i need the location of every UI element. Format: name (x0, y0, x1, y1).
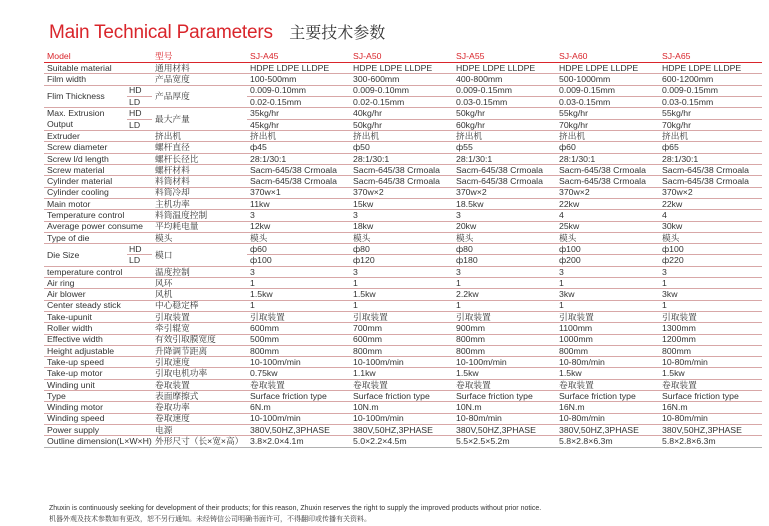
table-cell: Surface friction type (556, 391, 659, 402)
table-cell: 引取装置 (350, 311, 453, 322)
row-label-cn: 模头 (152, 232, 247, 243)
table-cell: 10-100m/min (453, 357, 556, 368)
table-cell: 12kw (247, 221, 350, 232)
row-label-cn: 通用材料 (152, 63, 247, 74)
table-cell: 40kg/hr (350, 108, 453, 120)
table-cell: 3 (556, 266, 659, 277)
table-cell: 370w×2 (350, 187, 453, 198)
table-row (44, 74, 762, 85)
table-cell: 引取装置 (659, 311, 762, 322)
row-label: Height adjustable (44, 345, 152, 356)
table-cell: 挤出机 (350, 131, 453, 142)
table-cell: 800mm (556, 345, 659, 356)
table-row (44, 345, 762, 356)
row-label: Power supply (44, 424, 152, 435)
table-cell: 10-80m/min (659, 413, 762, 424)
table-cell: Sacm-645/38 Crmoala (350, 176, 453, 187)
row-label-cn: 表面摩擦式 (152, 391, 247, 402)
row-label-cn: 产品宽度 (152, 74, 247, 85)
table-cell: 28:1/30:1 (659, 153, 762, 164)
table-cell: 10-100m/min (350, 357, 453, 368)
row-label-cn: 卷取功率 (152, 402, 247, 413)
table-cell: 6N.m (247, 402, 350, 413)
table-cell: 卷取装置 (453, 379, 556, 390)
row-label: Temperature control (44, 210, 152, 221)
table-cell: 卷取装置 (350, 379, 453, 390)
table-row (44, 244, 762, 255)
header-model-cn: 型号 (152, 51, 247, 63)
table-cell: 0.03-0.15mm (659, 96, 762, 107)
table-cell: 18kw (350, 221, 453, 232)
table-cell: 1.5kw (247, 289, 350, 300)
header-model-name: SJ-A45 (247, 51, 350, 63)
row-label: Suitable material (44, 63, 152, 74)
table-cell: HDPE LDPE LLDPE (350, 63, 453, 74)
table-cell: Sacm-645/38 Crmoala (247, 176, 350, 187)
table-cell: 5.8×2.8×6.3m (556, 436, 659, 447)
table-cell: 1000mm (556, 334, 659, 345)
row-label-cn: 引取速度 (152, 357, 247, 368)
table-row (44, 198, 762, 209)
row-sublabel: LD (127, 96, 152, 107)
table-cell: 1 (453, 300, 556, 311)
header-model-label: Model (44, 51, 152, 63)
table-cell: Surface friction type (659, 391, 762, 402)
row-label-cn: 风机 (152, 289, 247, 300)
table-cell: 16N.m (659, 402, 762, 413)
table-cell: 370w×2 (453, 187, 556, 198)
row-label-cn: 引取电机功率 (152, 368, 247, 379)
row-label-cn: 风环 (152, 278, 247, 289)
table-cell: Sacm-645/38 Crmoala (453, 176, 556, 187)
row-label: Cylinder cooling (44, 187, 152, 198)
table-cell: ф65 (659, 142, 762, 153)
table-cell: HDPE LDPE LLDPE (247, 63, 350, 74)
table-cell: 1 (556, 300, 659, 311)
table-row (44, 96, 762, 107)
table-row (44, 424, 762, 435)
row-label: Winding speed (44, 413, 152, 424)
table-row (44, 311, 762, 322)
row-label: Air ring (44, 278, 152, 289)
table-cell: 0.009-0.15mm (453, 85, 556, 96)
table-cell: 28:1/30:1 (350, 153, 453, 164)
table-cell: 600-1200mm (659, 74, 762, 85)
table-cell: 1 (659, 300, 762, 311)
table-cell: 0.02-0.15mm (247, 96, 350, 107)
table-cell: 28:1/30:1 (556, 153, 659, 164)
table-row (44, 142, 762, 153)
row-label-cn: 外形尺寸（长×宽×高） (152, 436, 247, 447)
table-cell: 370w×1 (247, 187, 350, 198)
table-cell: 28:1/30:1 (453, 153, 556, 164)
table-cell: Sacm-645/38 Crmoala (556, 165, 659, 176)
table-cell: 卷取装置 (659, 379, 762, 390)
table-cell: 370w×2 (556, 187, 659, 198)
footnote-chinese: 机器外观及技术参数如有更改，恕不另行通知。未经铸信公司明确书面许可，不得翻印或传播有关资料。 (49, 516, 371, 523)
table-row (44, 379, 762, 390)
table-cell: 0.03-0.15mm (453, 96, 556, 107)
table-cell: 10-100m/min (247, 357, 350, 368)
table-cell: 3kw (659, 289, 762, 300)
table-cell: 4 (659, 210, 762, 221)
table-row (44, 368, 762, 379)
table-row (44, 63, 762, 74)
table-cell: 3 (453, 266, 556, 277)
table-cell: 1 (247, 278, 350, 289)
table-cell: 挤出机 (453, 131, 556, 142)
spec-table (44, 51, 762, 448)
table-cell: 1200mm (659, 334, 762, 345)
table-cell: 10-80m/min (556, 413, 659, 424)
table-cell: HDPE LDPE LLDPE (453, 63, 556, 74)
row-label: Main motor (44, 198, 152, 209)
table-cell: ф60 (247, 244, 350, 255)
table-cell: 10-80m/min (659, 357, 762, 368)
table-cell: 100-500mm (247, 74, 350, 85)
table-cell: Sacm-645/38 Crmoala (659, 176, 762, 187)
table-cell: 模头 (350, 232, 453, 243)
table-cell: 55kg/hr (659, 108, 762, 120)
table-cell: ф220 (659, 255, 762, 266)
table-cell: ф200 (556, 255, 659, 266)
table-cell: 0.009-0.15mm (659, 85, 762, 96)
table-cell: 10N.m (350, 402, 453, 413)
table-row (44, 153, 762, 164)
table-row (44, 266, 762, 277)
table-cell: 模头 (247, 232, 350, 243)
table-cell: 3 (350, 266, 453, 277)
table-cell: 15kw (350, 198, 453, 209)
table-row (44, 210, 762, 221)
footnote-english: Zhuxin is continuously seeking for development of their products; for this reason, Zhuxin reserves the right to supply the improved products without prior notice. (49, 505, 542, 512)
row-label-cn: 卷取速度 (152, 413, 247, 424)
table-cell: 380V,50HZ,3PHASE (556, 424, 659, 435)
table-cell: ф80 (453, 244, 556, 255)
table-row (44, 119, 762, 131)
table-cell: ф45 (247, 142, 350, 153)
table-cell: 70kg/hr (556, 119, 659, 131)
row-sublabel: HD (127, 244, 152, 255)
table-cell: 3 (659, 266, 762, 277)
table-cell: 45kg/hr (247, 119, 350, 131)
row-label-line: Max. Extrusion (47, 108, 105, 119)
table-cell: 35kg/hr (247, 108, 350, 120)
table-cell: ф100 (659, 244, 762, 255)
row-label-cn: 电源 (152, 424, 247, 435)
row-label-cn: 升降调节距离 (152, 345, 247, 356)
table-cell: 380V,50HZ,3PHASE (247, 424, 350, 435)
table-cell: 挤出机 (247, 131, 350, 142)
table-cell: 模头 (453, 232, 556, 243)
row-label-cn: 引取装置 (152, 311, 247, 322)
table-row (44, 165, 762, 176)
table-cell: 5.8×2.8×6.3m (659, 436, 762, 447)
table-row (44, 334, 762, 345)
table-cell: HDPE LDPE LLDPE (659, 63, 762, 74)
table-cell: 600mm (350, 334, 453, 345)
table-cell: Sacm-645/38 Crmoala (659, 165, 762, 176)
table-row (44, 232, 762, 243)
table-row (44, 176, 762, 187)
row-label-cn: 产品厚度 (152, 85, 247, 108)
table-cell: 3 (247, 266, 350, 277)
row-label: Cylinder material (44, 176, 152, 187)
table-cell: 50kg/hr (453, 108, 556, 120)
row-label-cn: 主机功率 (152, 198, 247, 209)
table-cell: 300-600mm (350, 74, 453, 85)
table-cell: ф100 (247, 255, 350, 266)
table-cell: 3.8×2.0×4.1m (247, 436, 350, 447)
table-cell: 1.5kw (659, 368, 762, 379)
row-label-cn: 螺杆长径比 (152, 153, 247, 164)
row-label: Air blower (44, 289, 152, 300)
table-row (44, 131, 762, 142)
table-cell: 22kw (556, 198, 659, 209)
row-label: Winding motor (44, 402, 152, 413)
row-label: Roller width (44, 323, 152, 334)
row-label-cn: 中心稳定棒 (152, 300, 247, 311)
row-label: Outline dimension(L×W×H) (44, 436, 152, 447)
table-cell: 2.2kw (453, 289, 556, 300)
table-cell: 卷取装置 (247, 379, 350, 390)
table-row (44, 357, 762, 368)
table-cell: 3 (247, 210, 350, 221)
row-label: Film width (44, 74, 152, 85)
row-sublabel: HD (127, 108, 152, 120)
table-cell: 引取装置 (453, 311, 556, 322)
table-cell: ф50 (350, 142, 453, 153)
table-cell: 22kw (659, 198, 762, 209)
table-cell: 挤出机 (659, 131, 762, 142)
table-cell: 0.009-0.10mm (247, 85, 350, 96)
table-cell: 70kg/hr (659, 119, 762, 131)
row-label-cn: 有效引取膜宽度 (152, 334, 247, 345)
row-label-cn: 料筒冷却 (152, 187, 247, 198)
table-cell: 10N.m (453, 402, 556, 413)
table-cell: 380V,50HZ,3PHASE (453, 424, 556, 435)
table-row (44, 300, 762, 311)
table-cell: ф60 (556, 142, 659, 153)
table-cell: 800mm (350, 345, 453, 356)
table-cell: 10-100m/min (350, 413, 453, 424)
table-cell: 28:1/30:1 (247, 153, 350, 164)
row-label-cn: 卷取装置 (152, 379, 247, 390)
table-cell: 900mm (453, 323, 556, 334)
table-cell: 0.009-0.10mm (350, 85, 453, 96)
table-cell: 20kw (453, 221, 556, 232)
row-label: Screw material (44, 165, 152, 176)
row-sublabel: LD (127, 255, 152, 266)
table-cell: 0.75kw (247, 368, 350, 379)
table-cell: 16N.m (556, 402, 659, 413)
table-cell: 10-100m/min (247, 413, 350, 424)
row-label-cn: 平均耗电量 (152, 221, 247, 232)
row-sublabel: LD (127, 119, 152, 131)
row-label: Winding unit (44, 379, 152, 390)
table-cell: 800mm (247, 345, 350, 356)
table-row (44, 187, 762, 198)
row-label-cn: 料筒温度控制 (152, 210, 247, 221)
table-cell: 3kw (556, 289, 659, 300)
table-cell: 380V,50HZ,3PHASE (659, 424, 762, 435)
table-cell: 50kg/hr (350, 119, 453, 131)
table-cell: 0.009-0.15mm (556, 85, 659, 96)
table-cell: 10-80m/min (556, 357, 659, 368)
table-row (44, 413, 762, 424)
table-cell: Sacm-645/38 Crmoala (453, 165, 556, 176)
table-cell: 400-800mm (453, 74, 556, 85)
table-cell: 模头 (659, 232, 762, 243)
table-cell: 5.0×2.2×4.5m (350, 436, 453, 447)
row-label: Type of die (44, 232, 152, 243)
row-label-cn: 料筒材料 (152, 176, 247, 187)
table-cell: 25kw (556, 221, 659, 232)
table-cell: 18.5kw (453, 198, 556, 209)
table-cell: 1300mm (659, 323, 762, 334)
row-label: Extruder (44, 131, 152, 142)
table-cell: 0.02-0.15mm (350, 96, 453, 107)
page-title (49, 20, 385, 46)
table-cell: 1 (247, 300, 350, 311)
table-cell: 1.5kw (556, 368, 659, 379)
row-label-cn: 挤出机 (152, 131, 247, 142)
row-label: Screw l/d length (44, 153, 152, 164)
table-cell: 11kw (247, 198, 350, 209)
table-cell: 1 (350, 278, 453, 289)
table-cell: 500-1000mm (556, 74, 659, 85)
table-row (44, 289, 762, 300)
row-label: Screw diameter (44, 142, 152, 153)
table-cell: 模头 (556, 232, 659, 243)
table-cell: 4 (556, 210, 659, 221)
table-cell: ф55 (453, 142, 556, 153)
table-cell: Surface friction type (453, 391, 556, 402)
table-cell: 1 (350, 300, 453, 311)
table-cell: 卷取装置 (556, 379, 659, 390)
table-cell: 1.1kw (350, 368, 453, 379)
row-label: temperature control (44, 266, 152, 277)
table-cell: 1.5kw (350, 289, 453, 300)
row-label-cn: 温度控制 (152, 266, 247, 277)
row-label: Average power consume (44, 221, 152, 232)
row-label: Flim Thickness (44, 85, 127, 108)
table-cell: ф100 (556, 244, 659, 255)
table-cell: 370w×2 (659, 187, 762, 198)
footnotes (49, 503, 541, 525)
table-cell: 挤出机 (556, 131, 659, 142)
table-row (44, 323, 762, 334)
row-sublabel: HD (127, 85, 152, 96)
row-label: Center steady stick (44, 300, 152, 311)
table-cell: Surface friction type (350, 391, 453, 402)
table-row (44, 436, 762, 447)
row-label: Take-up motor (44, 368, 152, 379)
table-cell: 55kg/hr (556, 108, 659, 120)
row-label-cn: 螺杆直径 (152, 142, 247, 153)
header-model-name: SJ-A60 (556, 51, 659, 63)
row-label-cn: 最大产量 (152, 108, 247, 131)
row-label-cn: 螺杆材料 (152, 165, 247, 176)
table-cell: Sacm-645/38 Crmoala (350, 165, 453, 176)
table-cell: ф180 (453, 255, 556, 266)
table-row (44, 85, 762, 96)
table-cell: Surface friction type (247, 391, 350, 402)
table-cell: ф120 (350, 255, 453, 266)
table-cell: 800mm (453, 334, 556, 345)
table-cell: 1100mm (556, 323, 659, 334)
header-model-name: SJ-A65 (659, 51, 762, 63)
row-label-cn: 模口 (152, 244, 247, 267)
table-cell: 3 (350, 210, 453, 221)
table-cell: 500mm (247, 334, 350, 345)
table-cell: 1 (453, 278, 556, 289)
table-cell: 380V,50HZ,3PHASE (350, 424, 453, 435)
header-model-name: SJ-A55 (453, 51, 556, 63)
row-label-cn: 牵引辊宽 (152, 323, 247, 334)
table-cell: 1.5kw (453, 368, 556, 379)
row-label-line: Output (47, 119, 74, 130)
table-cell: 60kg/hr (453, 119, 556, 131)
table-cell: Sacm-645/38 Crmoala (556, 176, 659, 187)
table-row (44, 108, 762, 120)
row-label: Take-up speed (44, 357, 152, 368)
title-english: Main Technical Parameters (49, 22, 273, 43)
header-model-name: SJ-A50 (350, 51, 453, 63)
table-cell: 10-80m/min (453, 413, 556, 424)
row-label (44, 108, 127, 131)
table-row (44, 278, 762, 289)
table-row (44, 402, 762, 413)
row-label: Type (44, 391, 152, 402)
table-cell: 1 (659, 278, 762, 289)
table-cell: 5.5×2.5×5.2m (453, 436, 556, 447)
table-cell: 0.03-0.15mm (556, 96, 659, 107)
table-cell: 3 (453, 210, 556, 221)
table-cell: Sacm-645/38 Crmoala (247, 165, 350, 176)
title-chinese: 主要技术参数 (289, 25, 386, 42)
table-row (44, 255, 762, 266)
table-header-row (44, 51, 762, 63)
table-row (44, 221, 762, 232)
table-cell: 700mm (350, 323, 453, 334)
table-cell: ф80 (350, 244, 453, 255)
table-cell: HDPE LDPE LLDPE (556, 63, 659, 74)
table-cell: 引取装置 (247, 311, 350, 322)
table-cell: 600mm (247, 323, 350, 334)
row-label: Take-upunit (44, 311, 152, 322)
table-cell: 1 (556, 278, 659, 289)
table-cell: 800mm (659, 345, 762, 356)
table-cell: 800mm (453, 345, 556, 356)
table-row (44, 391, 762, 402)
row-label: Effective width (44, 334, 152, 345)
row-label: Die Size (44, 244, 127, 267)
table-cell: 30kw (659, 221, 762, 232)
table-cell: 引取装置 (556, 311, 659, 322)
